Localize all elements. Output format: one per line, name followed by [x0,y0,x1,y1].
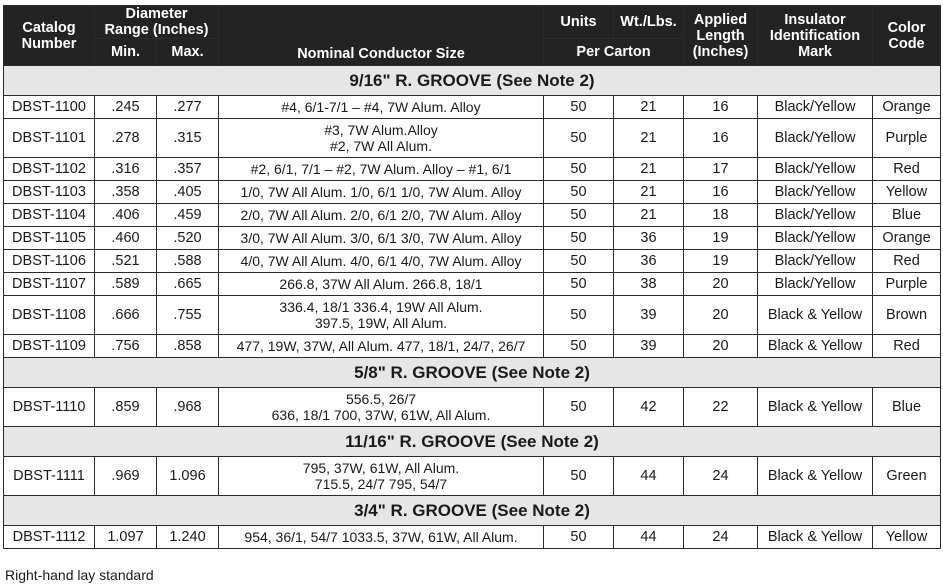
section-title: 3/4" R. GROOVE (See Note 2) [4,496,941,526]
units-cell: 50 [544,158,614,181]
conductor-size-line: 795, 37W, 61W, All Alum. [302,460,460,476]
insulator-mark-cell: Black/Yellow [758,96,873,119]
applied-length-cell: 20 [684,296,758,335]
color-code-cell: Yellow [873,181,941,204]
applied-length-cell: 19 [684,250,758,273]
max-diameter-cell: .277 [157,96,219,119]
insulator-mark-cell: Black/Yellow [758,119,873,158]
max-diameter-cell: .968 [157,388,219,427]
color-code-cell: Orange [873,96,941,119]
min-diameter-cell: .859 [95,388,157,427]
conductor-size-cell [219,158,544,181]
header-max: Max. [157,39,219,66]
conductor-size-cell [219,457,544,496]
header-catalog-number: Catalog Number [4,6,95,66]
applied-length-cell: 16 [684,181,758,204]
units-cell: 50 [544,388,614,427]
max-diameter-cell: .520 [157,227,219,250]
insulator-mark-cell: Black & Yellow [758,388,873,427]
applied-length-cell: 20 [684,273,758,296]
weight-cell: 21 [614,158,684,181]
section-header-row [4,496,941,526]
max-diameter-cell: .459 [157,204,219,227]
insulator-mark-cell: Black/Yellow [758,204,873,227]
table-row [4,335,941,358]
conductor-size-cell [219,181,544,204]
units-cell: 50 [544,526,614,549]
min-diameter-cell: .406 [95,204,157,227]
insulator-mark-cell: Black & Yellow [758,457,873,496]
catalog-number-cell: DBST-1105 [4,227,95,250]
header-insulator-mark: Insulator Identification Mark [758,6,873,66]
conductor-size-line: 477, 19W, 37W, All Alum. 477, 18/1, 24/7, 26/7 [236,338,526,354]
units-cell: 50 [544,181,614,204]
units-cell: 50 [544,250,614,273]
weight-cell: 39 [614,335,684,358]
conductor-size-line: 715.5, 24/7 795, 54/7 [314,476,448,492]
conductor-size-cell [219,335,544,358]
max-diameter-cell: .755 [157,296,219,335]
min-diameter-cell: .589 [95,273,157,296]
max-diameter-cell: .315 [157,119,219,158]
catalog-number-cell: DBST-1101 [4,119,95,158]
min-diameter-cell: .521 [95,250,157,273]
catalog-number-cell: DBST-1106 [4,250,95,273]
min-diameter-cell: .969 [95,457,157,496]
max-diameter-cell: .665 [157,273,219,296]
section-header-row [4,66,941,96]
min-diameter-cell: .316 [95,158,157,181]
section-header-row [4,358,941,388]
header-diameter-range: Diameter Range (Inches) [95,6,219,39]
units-cell: 50 [544,335,614,358]
max-diameter-cell: .858 [157,335,219,358]
applied-length-cell: 18 [684,204,758,227]
catalog-number-cell: DBST-1109 [4,335,95,358]
weight-cell: 36 [614,250,684,273]
table-row [4,158,941,181]
applied-length-cell: 24 [684,457,758,496]
insulator-mark-cell: Black/Yellow [758,273,873,296]
min-diameter-cell: .460 [95,227,157,250]
color-code-cell: Blue [873,204,941,227]
header-color-code: Color Code [873,6,941,66]
table-row [4,119,941,158]
color-code-cell: Yellow [873,526,941,549]
color-code-cell: Green [873,457,941,496]
applied-length-cell: 24 [684,526,758,549]
conductor-size-cell [219,204,544,227]
table-row [4,227,941,250]
table-row [4,96,941,119]
units-cell: 50 [544,296,614,335]
catalog-number-cell: DBST-1107 [4,273,95,296]
header-wt-lbs: Wt./Lbs. [614,6,684,39]
applied-length-cell: 22 [684,388,758,427]
catalog-number-cell: DBST-1110 [4,388,95,427]
section-title: 9/16" R. GROOVE (See Note 2) [4,66,941,96]
max-diameter-cell: .588 [157,250,219,273]
applied-length-cell: 16 [684,119,758,158]
weight-cell: 44 [614,457,684,496]
conductor-size-cell [219,388,544,427]
table-row [4,181,941,204]
conductor-size-line: 954, 36/1, 54/7 1033.5, 37W, 61W, All Alum. [244,529,518,545]
units-cell: 50 [544,227,614,250]
units-cell: 50 [544,273,614,296]
catalog-number-cell: DBST-1111 [4,457,95,496]
units-cell: 50 [544,96,614,119]
conductor-size-line: 266.8, 37W All Alum. 266.8, 18/1 [279,276,483,292]
weight-cell: 39 [614,296,684,335]
conductor-size-cell [219,119,544,158]
min-diameter-cell: .756 [95,335,157,358]
conductor-size-line: 556.5, 26/7 [345,391,417,407]
applied-length-cell: 19 [684,227,758,250]
conductor-size-line: #4, 6/1-7/1 – #4, 7W Alum. Alloy [281,99,481,115]
insulator-mark-cell: Black & Yellow [758,296,873,335]
conductor-size-line: #2, 7W All Alum. [330,138,432,154]
catalog-number-cell: DBST-1100 [4,96,95,119]
conductor-size-cell [219,526,544,549]
weight-cell: 36 [614,227,684,250]
insulator-mark-cell: Black/Yellow [758,227,873,250]
applied-length-cell: 20 [684,335,758,358]
insulator-mark-cell: Black/Yellow [758,158,873,181]
weight-cell: 42 [614,388,684,427]
section-title: 5/8" R. GROOVE (See Note 2) [4,358,941,388]
color-code-cell: Purple [873,119,941,158]
conductor-size-line: 397.5, 19W, All Alum. [314,315,448,331]
conductor-size-line: 2/0, 7W All Alum. 2/0, 6/1 2/0, 7W Alum. Alloy [240,207,522,223]
conductor-size-cell [219,96,544,119]
table-row [4,457,941,496]
catalog-number-cell: DBST-1102 [4,158,95,181]
table-body [4,66,941,549]
applied-length-cell: 17 [684,158,758,181]
conductor-size-line: 636, 18/1 700, 37W, 61W, All Alum. [271,407,491,423]
color-code-cell: Red [873,335,941,358]
conductor-size-cell [219,273,544,296]
table-row [4,273,941,296]
insulator-mark-cell: Black/Yellow [758,250,873,273]
max-diameter-cell: 1.096 [157,457,219,496]
conductor-size-line: 336.4, 18/1 336.4, 19W All Alum. [279,299,483,315]
table-row [4,204,941,227]
table-row [4,388,941,427]
table-header [4,6,941,66]
conductor-size-line: 1/0, 7W All Alum. 1/0, 6/1 1/0, 7W Alum. Alloy [240,184,522,200]
color-code-cell: Red [873,158,941,181]
weight-cell: 21 [614,181,684,204]
table-row [4,296,941,335]
color-code-cell: Blue [873,388,941,427]
header-applied-length: Applied Length (Inches) [684,6,758,66]
conductor-size-line: #3, 7W Alum.Alloy [324,122,438,138]
min-diameter-cell: 1.097 [95,526,157,549]
units-cell: 50 [544,457,614,496]
max-diameter-cell: .357 [157,158,219,181]
units-cell: 50 [544,204,614,227]
catalog-number-cell: DBST-1103 [4,181,95,204]
conductor-size-cell [219,296,544,335]
weight-cell: 38 [614,273,684,296]
color-code-cell: Purple [873,273,941,296]
catalog-number-cell: DBST-1108 [4,296,95,335]
min-diameter-cell: .245 [95,96,157,119]
table-row [4,250,941,273]
section-header-row [4,427,941,457]
footnote: Right-hand lay standard [5,567,154,583]
weight-cell: 21 [614,119,684,158]
min-diameter-cell: .666 [95,296,157,335]
max-diameter-cell: .405 [157,181,219,204]
conductor-size-cell [219,227,544,250]
header-nominal-conductor-size: Nominal Conductor Size [219,6,544,66]
weight-cell: 21 [614,204,684,227]
applied-length-cell: 16 [684,96,758,119]
insulator-mark-cell: Black & Yellow [758,335,873,358]
header-units: Units [544,6,614,39]
conductor-size-line: 3/0, 7W All Alum. 3/0, 6/1 3/0, 7W Alum. Alloy [240,230,522,246]
color-code-cell: Orange [873,227,941,250]
insulator-mark-cell: Black/Yellow [758,181,873,204]
product-spec-table [3,5,941,549]
conductor-size-cell [219,250,544,273]
units-cell: 50 [544,119,614,158]
color-code-cell: Red [873,250,941,273]
catalog-number-cell: DBST-1112 [4,526,95,549]
max-diameter-cell: 1.240 [157,526,219,549]
catalog-number-cell: DBST-1104 [4,204,95,227]
conductor-size-line: #2, 6/1, 7/1 – #2, 7W Alum. Alloy – #1, 6/1 [250,161,512,177]
min-diameter-cell: .278 [95,119,157,158]
section-title: 11/16" R. GROOVE (See Note 2) [4,427,941,457]
conductor-size-line: 4/0, 7W All Alum. 4/0, 6/1 4/0, 7W Alum. Alloy [240,253,522,269]
color-code-cell: Brown [873,296,941,335]
header-per-carton: Per Carton [544,39,684,66]
min-diameter-cell: .358 [95,181,157,204]
weight-cell: 21 [614,96,684,119]
weight-cell: 44 [614,526,684,549]
header-min: Min. [95,39,157,66]
table-row [4,526,941,549]
insulator-mark-cell: Black & Yellow [758,526,873,549]
